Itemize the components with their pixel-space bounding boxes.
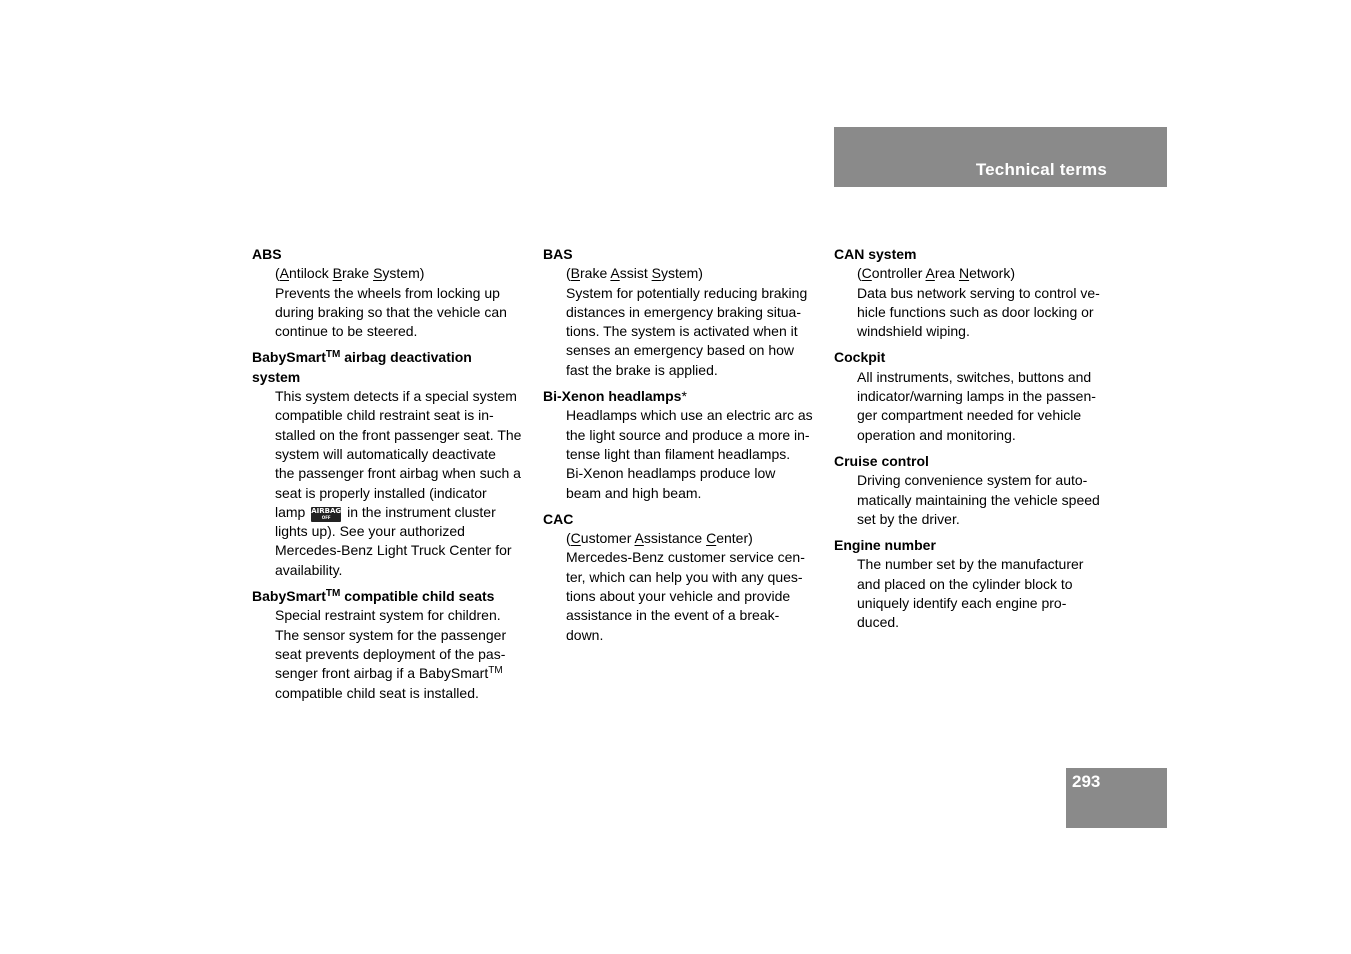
abs-expansion: (Antilock Brake System): [275, 265, 425, 282]
airbag-off-indicator-icon: AIRBAG OFF: [311, 506, 342, 520]
bas-expansion: (Brake Assist System): [566, 265, 703, 282]
definition-line: windshield wiping.: [857, 323, 970, 340]
page-number-box: [1066, 768, 1167, 828]
definition-line: Mercedes-Benz customer service cen-: [566, 549, 805, 566]
definition-line: operation and monitoring.: [857, 426, 1016, 443]
section-header-bar: [834, 127, 1167, 187]
glossary-column-3: [834, 245, 1106, 633]
section-title: Technical terms: [975, 160, 1107, 179]
glossary-column-1: [252, 245, 524, 703]
glossary-column-2: [543, 245, 815, 645]
definition-line: ger compartment needed for vehicle: [857, 407, 1082, 424]
definition-line: set by the driver.: [857, 510, 960, 527]
definition-babysmart-compatible-child-seats: [252, 606, 524, 702]
definition-line: Special restraint system for children.: [275, 607, 501, 624]
term-cockpit: Cockpit: [834, 349, 886, 366]
definition-line: tions. The system is activated when it: [566, 323, 798, 340]
definition-can-system: [834, 264, 1106, 341]
definition-line: tense light than filament headlamps.: [566, 445, 791, 462]
definition-line: The number set by the manufacturer: [857, 556, 1084, 573]
definition-line: indicator/warning lamps in the passen-: [857, 388, 1096, 405]
definition-line: All instruments, switches, buttons and: [857, 368, 1092, 385]
definition-line: and placed on the cylinder block to: [857, 575, 1073, 592]
cac-expansion: (Customer Assistance Center): [566, 530, 753, 547]
definition-cac: [543, 529, 815, 645]
definition-line: senger front airbag if a BabySmart™: [275, 665, 503, 682]
definition-cruise-control: [834, 471, 1106, 529]
definition-line: availability.: [275, 561, 343, 578]
definition-line: distances in emergency braking situa-: [566, 303, 802, 320]
term-cac: CAC: [543, 510, 574, 527]
term-babysmart-airbag-deactivation: BabySmart™ airbag deactivation system: [252, 349, 472, 385]
definition-line: matically maintaining the vehicle speed: [857, 491, 1100, 508]
definition-line: compatible child seat is installed.: [275, 684, 479, 701]
page-number: 293: [1072, 772, 1101, 791]
definition-line: seat is properly installed (indicator: [275, 484, 487, 501]
definition-line: lights up). See your authorized: [275, 523, 465, 540]
definition-line: the light source and produce a more in-: [566, 426, 810, 443]
definition-cockpit: [834, 368, 1106, 445]
definition-line: assistance in the event of a break-: [566, 607, 780, 624]
definition-line: ter, which can help you with any ques-: [566, 568, 803, 585]
definition-line: System for potentially reducing braking: [566, 284, 808, 301]
definition-line: Headlamps which use an electric arc as: [566, 407, 813, 424]
definition-babysmart-airbag-deactivation: [252, 387, 524, 580]
definition-line: fast the brake is applied.: [566, 361, 718, 378]
definition-line: system will automatically deactivate: [275, 445, 496, 462]
definition-line: during braking so that the vehicle can: [275, 303, 507, 320]
definition-line: hicle functions such as door locking or: [857, 303, 1094, 320]
term-can-system: CAN system: [834, 246, 917, 262]
definition-line: senses an emergency based on how: [566, 342, 795, 359]
term-abs: ABS: [252, 246, 282, 262]
definition-line: Prevents the wheels from locking up: [275, 284, 500, 301]
definition-line: down.: [566, 626, 604, 643]
definition-abs: [252, 264, 524, 341]
definition-line: The sensor system for the passenger: [275, 626, 507, 643]
definition-line: continue to be steered.: [275, 323, 418, 340]
definition-line: seat prevents deployment of the pas-: [275, 645, 506, 662]
definition-line: This system detects if a special system: [275, 388, 517, 405]
definition-line: uniquely identify each engine pro-: [857, 595, 1067, 612]
term-cruise-control: Cruise control: [834, 452, 929, 469]
definition-bi-xenon-headlamps: [543, 406, 815, 502]
definition-line: tions about your vehicle and provide: [566, 588, 791, 605]
definition-engine-number: [834, 555, 1106, 632]
definition-line: stalled on the front passenger seat. The: [275, 426, 522, 443]
definition-bas: [543, 264, 815, 380]
definition-line: the passenger front airbag when such a: [275, 465, 521, 482]
definition-line: beam and high beam.: [566, 484, 702, 501]
term-bi-xenon-headlamps: Bi-Xenon headlamps*: [543, 388, 687, 405]
term-bas: BAS: [543, 246, 573, 262]
definition-line: Data bus network serving to control ve-: [857, 284, 1100, 301]
term-engine-number: Engine number: [834, 537, 936, 554]
can-expansion: (Controller Area Network): [857, 265, 1015, 282]
definition-line: lamp AIRBAG OFF in the instrument cluster: [275, 503, 496, 520]
definition-line: Bi-Xenon headlamps produce low: [566, 465, 776, 482]
definition-line: Mercedes-Benz Light Truck Center for: [275, 542, 512, 559]
term-babysmart-compatible-child-seats: BabySmart™ compatible child seats: [252, 588, 495, 605]
definition-line: compatible child restraint seat is in-: [275, 407, 494, 424]
definition-line: Driving convenience system for auto-: [857, 472, 1088, 489]
definition-line: duced.: [857, 614, 900, 631]
